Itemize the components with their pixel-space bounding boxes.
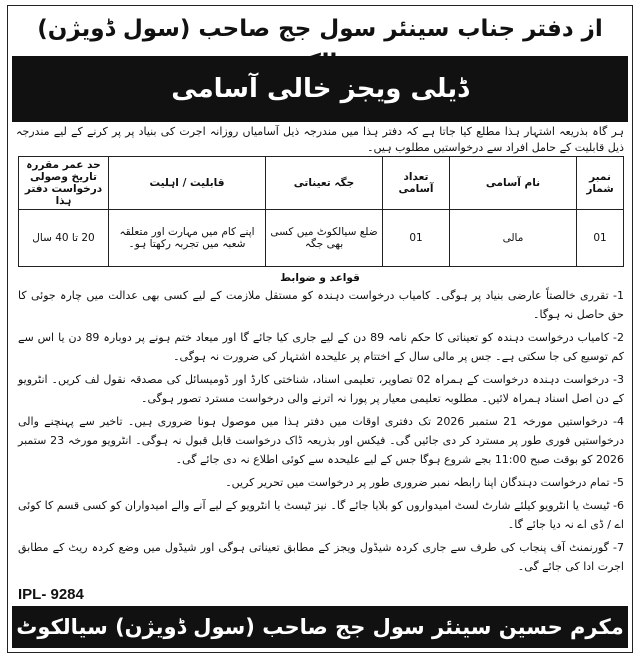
posts-table bbox=[18, 156, 624, 267]
ipl-number: IPL- 9284 bbox=[18, 586, 84, 603]
table-row bbox=[19, 210, 624, 267]
cell-post-name: مالی bbox=[450, 210, 577, 267]
col-qualification: قابلیت / اہلیت bbox=[109, 157, 266, 210]
rule-item: 4- درخواستیں مورخہ 21 ستمبر 2026 تک دفتری اوقات میں دفتر ہذا میں موصول ہونا ضروری ہیں۔ تاخیر سے پہنچنے والی درخواستیں فوری طور پر مسترد کر دی جائیں گی۔ فیکس اور بذریعہ ڈاک درخواست قابل قبول نہ ہوگی۔ انٹرویو مورخہ 23 ستمبر 2026 کو بوقت صبح 11:00 بجے شروع ہوگا جس کے لیے علیحدہ سے کوئی اطلاع نہ دی جائے گی۔ bbox=[18, 415, 624, 466]
table-header-row bbox=[19, 157, 624, 210]
office-heading: از دفتر جناب سینئر سول جج صاحب (سول ڈویژن) bbox=[37, 16, 603, 42]
rule-item: 3- درخواست دہندہ درخواست کے ہمراہ 02 تصاویر، تعلیمی اسناد، شناختی کارڈ اور ڈومیسائل کی مصدقہ نقول لف کریں۔ انٹرویو کے دن اصل اسناد ہمراہ لائیں۔ مطلوبہ تعلیمی معیار پر پورا نہ اترنے والی درخواست مسترد تصور ہوگی۔ bbox=[18, 373, 624, 405]
rule-item: 5- تمام درخواست دہندگان اپنا رابطہ نمبر ضروری طور پر درخواست میں تحریر کریں۔ bbox=[225, 476, 624, 489]
cell-posting-place: ضلع سیالکوٹ میں کسی بھی جگہ bbox=[266, 210, 383, 267]
col-post-name: نام آسامی bbox=[450, 157, 577, 210]
cell-age-limit: 20 تا 40 سال bbox=[19, 210, 109, 267]
advertisement-page bbox=[7, 5, 633, 653]
rules-heading: قواعد و ضوابط bbox=[280, 272, 360, 284]
rule-item: 6- ٹیسٹ یا انٹرویو کیلئے شارٹ لسٹ امیدواروں کو بلایا جائے گا۔ نیز ٹیسٹ یا انٹرویو کے لیے آنے والے امیدواران کو کسی قسم کا کوئی اے / ڈی اے نہ دیا جائے گا۔ bbox=[18, 499, 624, 531]
rule-item: 2- کامیاب درخواست دہندہ کو تعیناتی کا حکم نامہ 89 دن کے لیے جاری کیا جائے گا اور میعاد ختم ہونے پر دوبارہ 89 دن یا اس سے کم توسیع کی جا سکتی ہے۔ جس پر مالی سال کے اختتام پر علیحدہ اشتہار کی ضرورت نہ ہوگی۔ bbox=[18, 331, 625, 363]
intro-paragraph: ہر گاہ بذریعہ اشتہار ہذا مطلع کیا جاتا ہے کہ دفتر ہذا میں مندرجہ ذیل آسامیاں روزانہ اجرت کی بنیاد پر پر کرنے کے لیے مندرجہ ذیل قابلیت کے حامل افراد سے درخواستیں مطلوب ہیں۔ bbox=[16, 125, 624, 154]
col-serial: نمبر شمار bbox=[577, 157, 624, 210]
rule-item: 7- گورنمنٹ آف پنجاب کی طرف سے جاری کردہ شیڈول ویجز کے مطابق تعیناتی ہوگی اور شیڈول میں وضع کردہ ریٹ کے مطابق اجرت ادا کی جائے گی۔ bbox=[18, 541, 624, 573]
title-banner: ڈیلی ویجز خالی آسامی bbox=[12, 56, 628, 122]
cell-post-count: 01 bbox=[383, 210, 450, 267]
rule-item: 1- تقرری خالصتاً عارضی بنیاد پر ہوگی۔ کامیاب درخواست دہندہ کو مستقل ملازمت کے لیے کسی بھی عدالت میں چارہ جوئی کا حق حاصل نہ ہوگا۔ bbox=[18, 289, 624, 321]
cell-serial: 01 bbox=[577, 210, 624, 267]
col-posting-place: جگہ تعیناتی bbox=[266, 157, 383, 210]
cell-qualification: اپنے کام میں مہارت اور متعلقہ شعبہ میں تجربہ رکھتا ہو۔ bbox=[109, 210, 266, 267]
signatory-banner: مکرم حسین سینئر سول جج صاحب (سول ڈویژن) سیالکوٹ bbox=[12, 606, 628, 648]
col-post-count: تعداد آسامی bbox=[383, 157, 450, 210]
col-age-limit: حد عمر مقررہ تاریخ وصولی درخواست دفتر ہذا bbox=[19, 157, 109, 210]
rules-list bbox=[18, 286, 624, 580]
